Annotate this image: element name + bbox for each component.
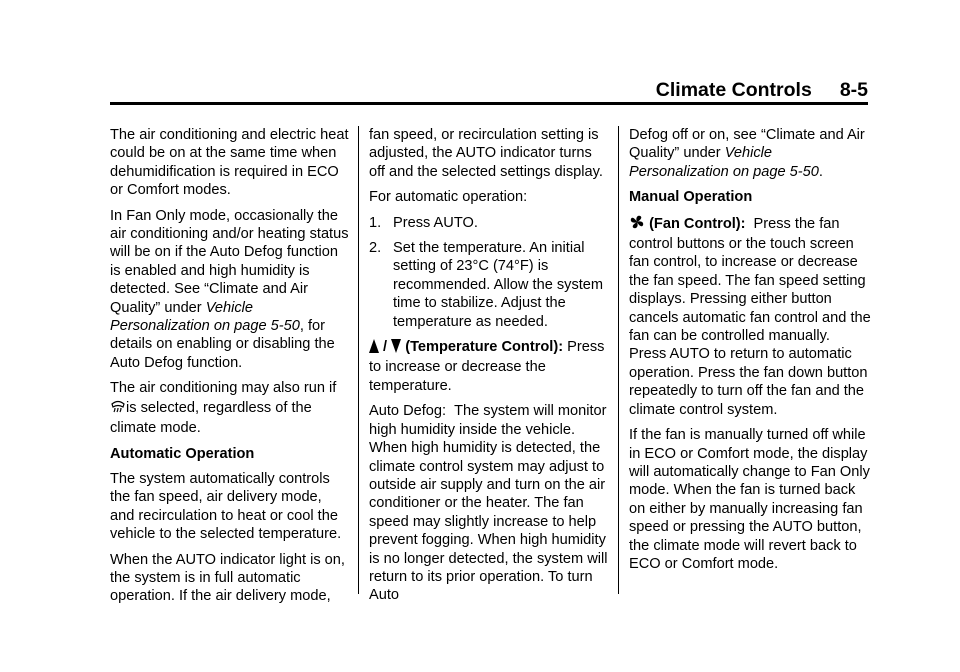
paragraph xyxy=(369,402,609,604)
paragraph: If the fan is manually turned off while in ECO or Comfort mode, the display will automatically change to Fan Only mode. When the fan is turned back on either by manually increasing fan speed or pressing the AUTO button, the climate mode will revert back to ECO or Comfort mode. xyxy=(629,427,870,572)
temperature-down-icon xyxy=(391,339,401,358)
page-header xyxy=(110,78,868,102)
paragraph: When the AUTO indicator light is on, the system is in full automatic operation. If the air delivery mode, xyxy=(110,551,345,605)
paragraph xyxy=(369,338,609,395)
step-text: Press AUTO. xyxy=(393,214,478,231)
paragraph: fan speed, or recirculation setting is adjusted, the AUTO indicator turns off and the selected settings display. xyxy=(369,127,603,180)
step-number: 1. xyxy=(369,214,382,231)
paragraph xyxy=(629,126,871,181)
column-divider xyxy=(618,126,619,594)
section-title: Climate Controls xyxy=(655,79,812,101)
text-run: . xyxy=(818,163,823,180)
paragraph: The air conditioning and electric heat could be on at the same time when dehumidification is required in ECO or Comfort modes. xyxy=(110,127,349,199)
column-1 xyxy=(110,126,350,613)
cross-reference: Vehicle Personalization on page 5-50 xyxy=(629,145,819,180)
text-run: Press to increase or decrease the temperature. xyxy=(369,339,605,394)
header-rule xyxy=(110,102,868,105)
control-label: (Fan Control): xyxy=(649,215,746,232)
paragraph xyxy=(629,214,871,419)
step-text: Set the temperature. An initial setting of 23°C (74°F) is recommended. Allow the system time to stabilize. Adjust the temperature as needed. xyxy=(393,240,604,330)
column-2 xyxy=(369,126,609,612)
control-label: Auto Defog: xyxy=(369,403,447,420)
text-run: Press the fan control buttons or the touch screen fan control, to increase or decrease the fan speed. The fan speed setting displays. Pressing either button cancels automatic fan control and the fan can be controlled manually. Press AUTO to return to automatic operation. Press the fan down button repeatedly to turn off the fan and the climate control system. xyxy=(629,215,871,418)
paragraph: For automatic operation: xyxy=(369,189,528,206)
text-run: Defog off or on, see “Climate and Air Quality” under xyxy=(629,127,865,162)
list-item xyxy=(369,214,609,232)
paragraph xyxy=(110,379,350,437)
cross-reference: Vehicle Personalization on page 5-50 xyxy=(110,299,300,335)
paragraph xyxy=(110,207,350,373)
column-3 xyxy=(629,126,871,580)
text-run: In Fan Only mode, occasionally the air conditioning and/or heating status will be on if the Auto Defog function is enabled and high humidity is detected. See “Climate and Air Quality” under xyxy=(110,207,349,316)
text-run: , for details on enabling or disabling the Auto Defog function. xyxy=(110,318,335,371)
fan-icon xyxy=(629,214,645,235)
separator: / xyxy=(379,339,392,356)
page-number: 8-5 xyxy=(839,79,868,101)
list-item xyxy=(369,239,609,331)
subheading: Manual Operation xyxy=(629,189,753,206)
paragraph: The system automatically controls the fan speed, air delivery mode, and recirculation to heat or cool the vehicle to the selected temperature. xyxy=(110,470,342,543)
text-run: is selected, regardless of the climate mode. xyxy=(110,399,312,437)
control-label: (Temperature Control): xyxy=(405,339,564,356)
text-run: The air conditioning may also run if xyxy=(110,380,337,397)
column-divider xyxy=(358,126,359,594)
temperature-up-icon xyxy=(369,339,379,358)
text-run: The system will monitor high humidity inside the vehicle. When high humidity is detected, the climate control system may adjust to outside air supply and turn on the air conditioner or the heater. The fan speed may slightly increase to help prevent fogging. When high humidity is no longer detected, the system will return to its prior operation. To turn Auto xyxy=(369,403,608,604)
step-number: 2. xyxy=(369,240,382,257)
defrost-icon xyxy=(110,398,126,419)
subheading: Automatic Operation xyxy=(110,445,255,462)
